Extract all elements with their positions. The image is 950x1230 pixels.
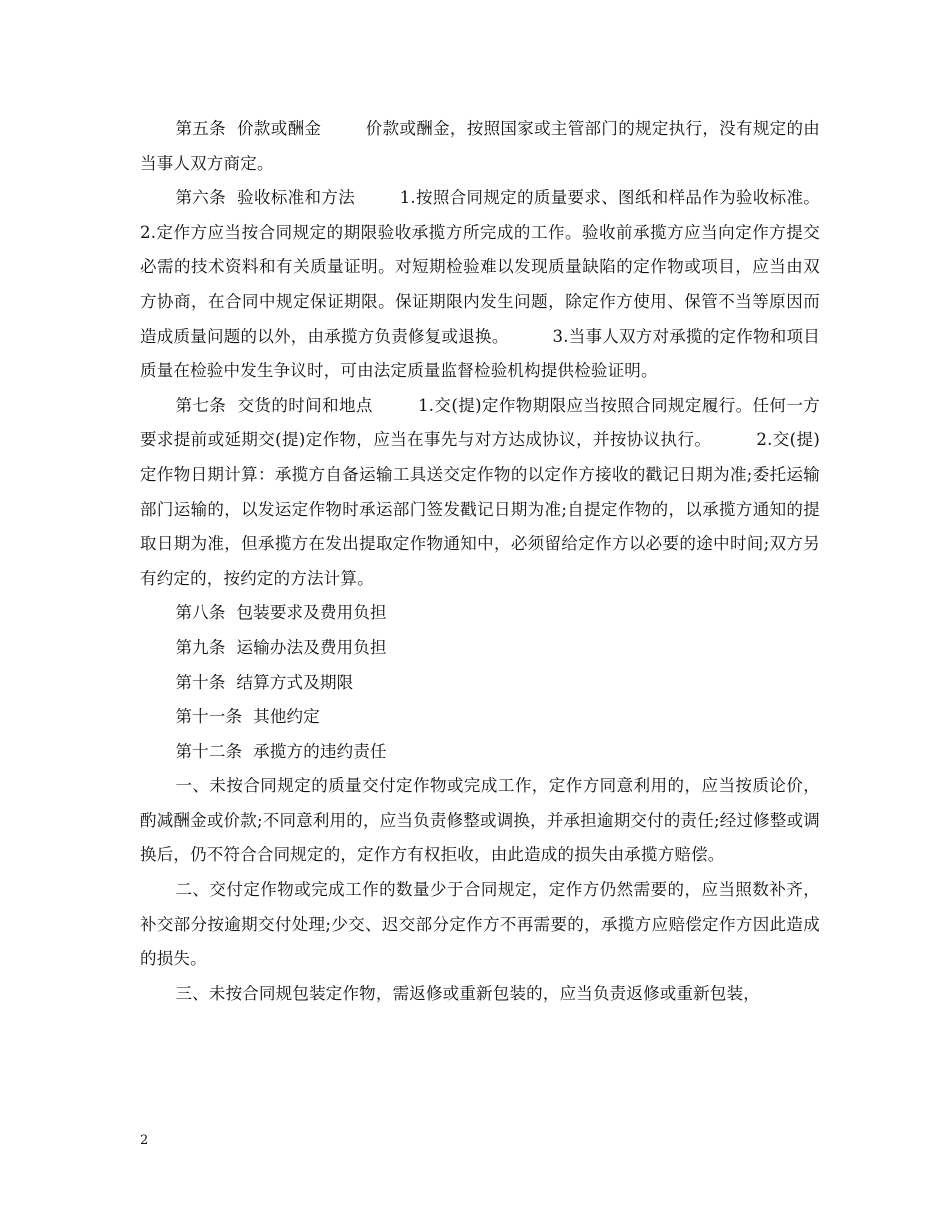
page-number: 2 — [140, 1133, 149, 1148]
paragraph-article-9: 第九条 运输办法及费用负担 — [175, 637, 387, 657]
paragraph-article-6: 第六条 验收标准和方法 1.按照合同规定的质量要求、图纸和样品作为验收标准。 2.定作方应当按合同规定的期限验收承揽方所完成的工作。验收前承揽方应当向定作方提交必需的技术资料和有关质量证明。对短期检验难以发现质量缺陷的定作物或项目，应当由双方协商，在合同中规定保证期限。保证期限内发生问题，除定作方使用、保管不当等原因而造成质量问题的以外，由承揽方负责修复或退换。 3.当事人双方对承揽的定作物和项目质量在检验中发生争议时，可由法定质量监督检验机构提供检验证明。 — [140, 188, 864, 381]
paragraph-article-12: 第十二条 承揽方的违约责任 — [175, 741, 387, 761]
document-body — [140, 112, 864, 1011]
paragraph-clause-3: 三、未按合同规包装定作物，需返修或重新包装的，应当负责返修或重新包装， — [175, 983, 760, 1003]
paragraph-article-5: 第五条 价款或酬金 价款或酬金，按照国家或主管部门的规定执行，没有规定的由当事人双方商定。 — [140, 119, 820, 173]
paragraph-clause-1: 一、未按合同规定的质量交付定作物或完成工作，定作方同意利用的，应当按质论价，酌减酬金或价款;不同意利用的，应当负责修整或调换，并承担逾期交付的责任;经过修整或调换后，仍不符合合同规定的，定作方有权拒收，由此造成的损失由承揽方赔偿。 — [140, 776, 820, 865]
paragraph-article-10: 第十条 结算方式及期限 — [175, 672, 354, 692]
paragraph-clause-2: 二、交付定作物或完成工作的数量少于合同规定，定作方仍然需要的，应当照数补齐，补交部分按逾期交付处理;少交、迟交部分定作方不再需要的，承揽方应赔偿定作方因此造成的损失。 — [140, 880, 820, 969]
paragraph-article-11: 第十一条 其他约定 — [175, 707, 320, 727]
paragraph-article-7: 第七条 交货的时间和地点 1.交(提)定作物期限应当按照合同规定履行。任何一方要求提前或延期交(提)定作物，应当在事先与对方达成协议，并按协议执行。 2.交(提)定作物日期计算：承揽方自备运输工具送交定作物的以定作方接收的戳记日期为准;委托运输部门运输的，以发运定作物时承运部门签发戳记日期为准;自提定作物的，以承揽方通知的提取日期为准，但承揽方在发出提取定作物通知中，必须留给定作方以必要的途中时间;双方另有约定的，按约定的方法计算。 — [140, 395, 820, 588]
paragraph-article-8: 第八条 包装要求及费用负担 — [175, 603, 387, 623]
